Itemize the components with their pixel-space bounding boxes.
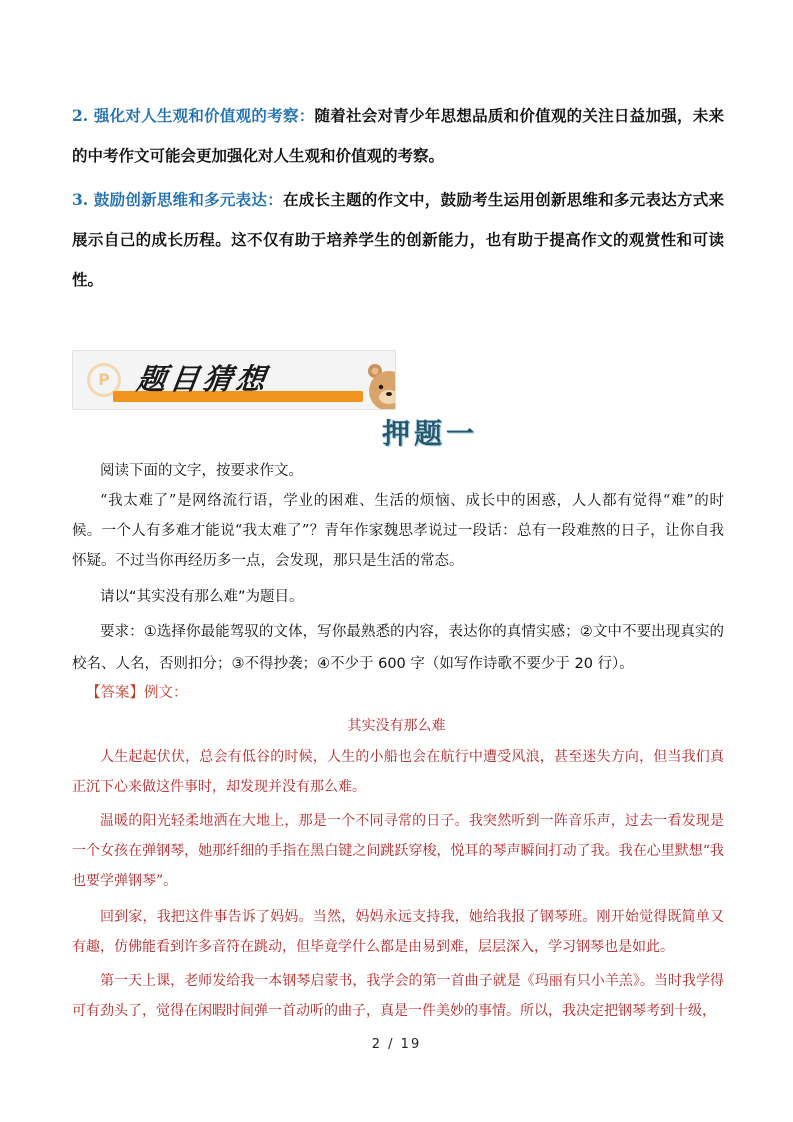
prompt-requirements: 要求：①选择你最能驾驭的文体，写你最熟悉的内容，表达你的真情实感；②文中不要出现真实的校名、人名，否则扣分；③不得抄袭；④不少于 600 字（如写作诗歌不要少于 20 行）。 — [72, 624, 724, 672]
page-number: 2 / 19 — [371, 1037, 422, 1052]
point-3-paragraph — [72, 180, 724, 300]
point-3-heading: 3. 鼓励创新思维和多元表达： — [72, 190, 283, 209]
answer-label-line — [72, 678, 724, 708]
section-banner — [72, 350, 396, 410]
prompt-task: 请以“其实没有那么难”为题目。 — [100, 589, 304, 605]
essay-paragraph: 第一天上课，老师发给我一本钢琴启蒙书，我学会的第一首曲子就是《玛丽有只小羊羔》。当时我学得可有劲头了，觉得在闲暇时间弹一首动听的曲子，真是一件美妙的事情。所以，我决定把钢琴考到十级， — [72, 973, 724, 1019]
tagline-heading: 押题一 — [382, 417, 479, 450]
point-2-body: 随着社会对青少年思想品质和价值观的关注日益加强，未来的中考作文可能会更加强化对人生观和价值观的考察。 — [72, 106, 724, 165]
answer-label-suffix: 例文： — [144, 685, 188, 701]
point-3-body: 在成长主题的作文中，鼓励考生运用创新思维和多元表达方式来展示自己的成长历程。这不仅有助于培养学生的创新能力，也有助于提高作文的观赏性和可读性。 — [72, 190, 724, 289]
essay-paragraph: 温暖的阳光轻柔地洒在大地上，那是一个不同寻常的日子。我突然听到一阵音乐声，过去一看发现是一个女孩在弹钢琴，她那纤细的手指在黑白键之间跳跃穿梭，悦耳的琴声瞬间打动了我。我在心里默想“我也要学弹钢琴”。 — [72, 813, 724, 889]
bear-mascot-icon — [365, 359, 396, 410]
prompt-material: “我太难了”是网络流行语，学业的困难、生活的烦恼、成长中的困惑，人人都有觉得“难”的时候。一个人有多难才能说“我太难了”？青年作家魏思孝说过一段话：总有一段难熬的日子，让你自我怀疑。不过当你再经历多一点，会发现，那只是生活的常态。 — [72, 493, 724, 569]
point-2-heading: 2. 强化对人生观和价值观的考察： — [72, 106, 315, 125]
essay-paragraph: 回到家，我把这件事告诉了妈妈。当然，妈妈永远支持我，她给我报了钢琴班。刚开始觉得既简单又有趣，仿佛能看到许多音符在跳动，但毕竟学什么都是由易到难，层层深入，学习钢琴也是如此。 — [72, 909, 724, 955]
essay-title: 其实没有那么难 — [347, 718, 446, 734]
prompt-intro: 阅读下面的文字，按要求作文。 — [100, 463, 303, 479]
coin-icon: P — [87, 363, 121, 397]
answer-label: 【答案】 — [86, 685, 144, 701]
essay-paragraph: 人生起起伏伏，总会有低谷的时候，人生的小船也会在航行中遭受风浪，甚至迷失方向，但当我们真正沉下心来做这件事时，却发现并没有那么难。 — [72, 749, 724, 795]
point-2-paragraph — [72, 96, 724, 176]
banner-title: 题目猜想 — [134, 362, 272, 396]
